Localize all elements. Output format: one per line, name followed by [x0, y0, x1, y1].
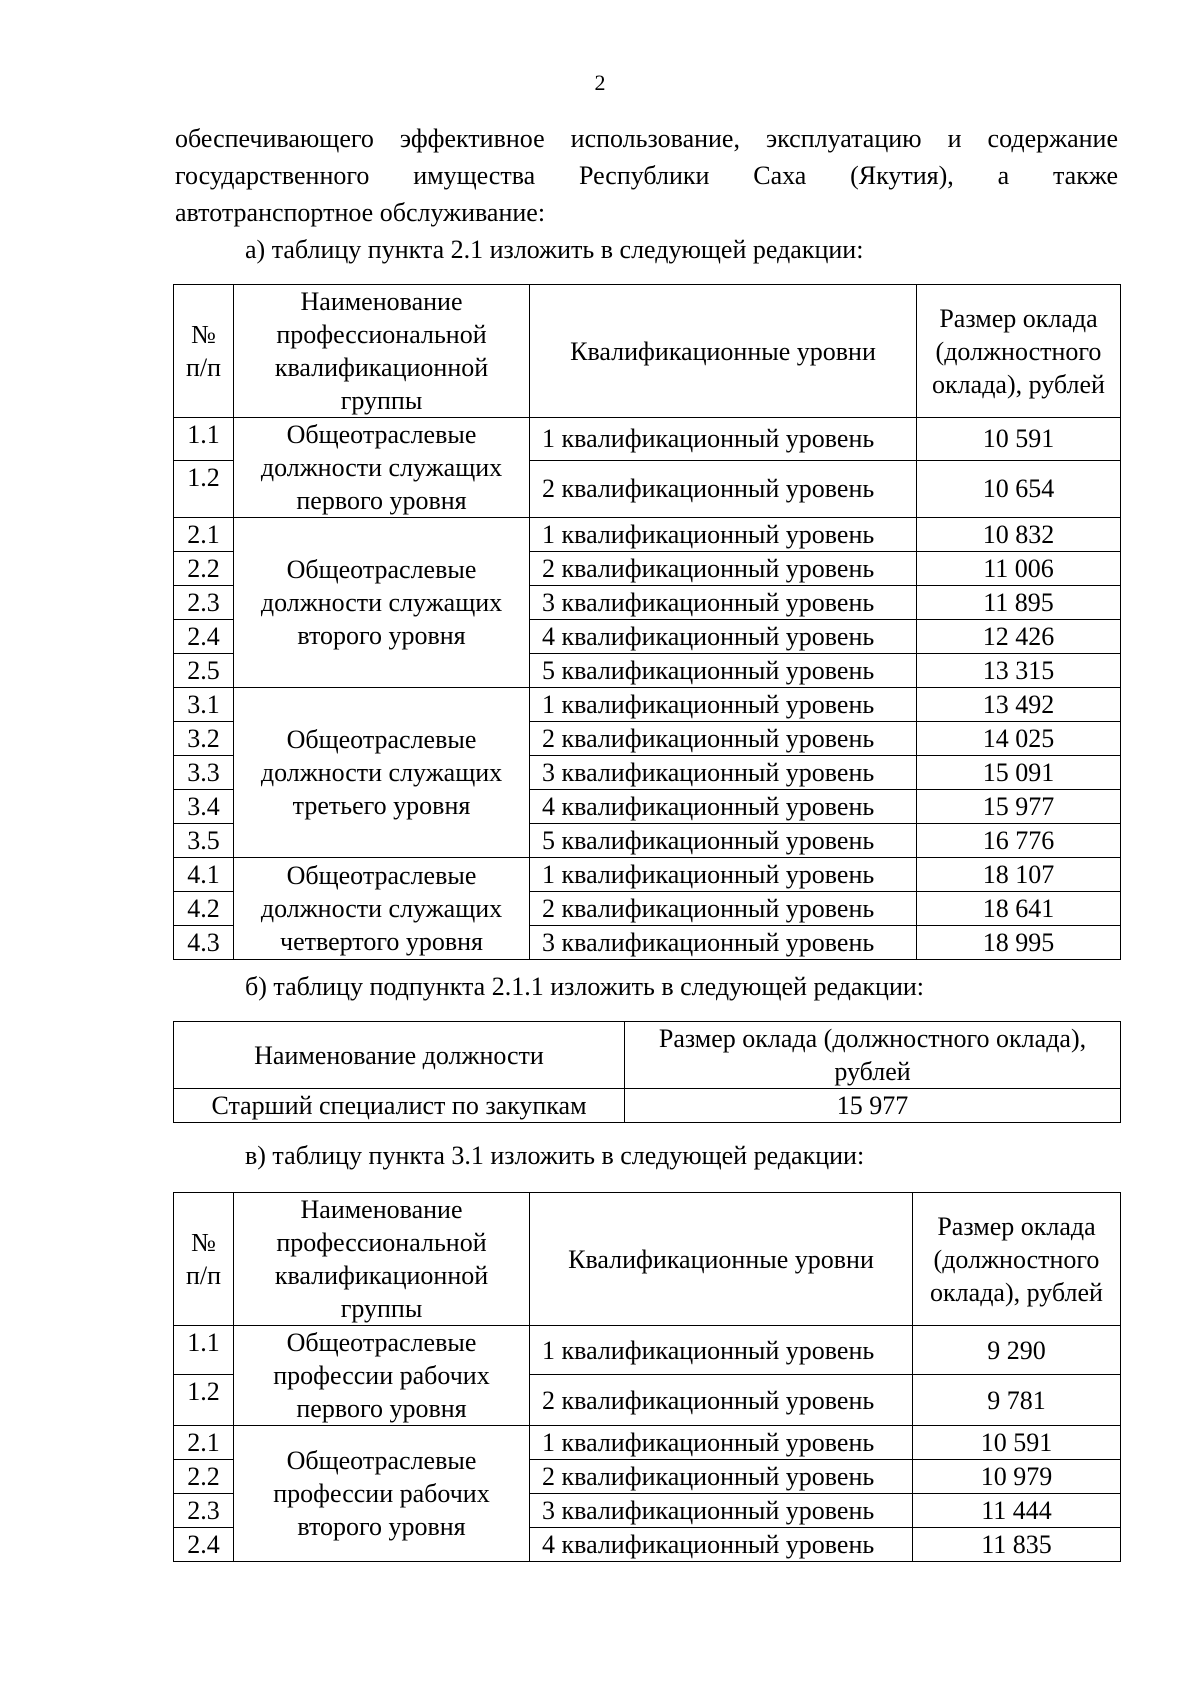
intro-line: обеспечивающего эффективное использование, эксплуатацию и содержание — [175, 124, 1118, 153]
level-cell: 4 квалификационный уровень — [530, 790, 917, 824]
group-name-cell: Общеотраслевые профессии рабочих первого уровня — [234, 1326, 530, 1426]
instruction-a: а) таблицу пункта 2.1 изложить в следующей редакции: — [245, 235, 864, 264]
salary-cell: 9 290 — [913, 1326, 1121, 1375]
table-header-row — [174, 1193, 1121, 1326]
level-cell: 3 квалификационный уровень — [530, 756, 917, 790]
row-number: 4.2 — [174, 892, 234, 926]
level-cell: 2 квалификационный уровень — [530, 722, 917, 756]
salary-cell: 14 025 — [917, 722, 1121, 756]
salary-cell: 15 977 — [625, 1089, 1121, 1123]
salary-cell: 18 641 — [917, 892, 1121, 926]
header-num: № п/п — [174, 1193, 234, 1326]
salary-cell: 11 444 — [913, 1494, 1121, 1528]
row-number: 4.1 — [174, 858, 234, 892]
row-number: 2.2 — [174, 552, 234, 586]
header-levels: Квалификационные уровни — [530, 1193, 913, 1326]
page-number: 2 — [594, 70, 606, 95]
table-row — [174, 1089, 1121, 1123]
salary-cell: 13 315 — [917, 654, 1121, 688]
header-group: Наименование профессиональной квалификационной группы — [234, 285, 530, 418]
row-number: 2.1 — [174, 518, 234, 552]
level-cell: 5 квалификационный уровень — [530, 824, 917, 858]
level-cell: 3 квалификационный уровень — [530, 926, 917, 960]
level-cell: 3 квалификационный уровень — [530, 586, 917, 620]
row-number: 3.4 — [174, 790, 234, 824]
header-position: Наименование должности — [174, 1022, 625, 1089]
row-number: 3.2 — [174, 722, 234, 756]
level-cell: 4 квалификационный уровень — [530, 620, 917, 654]
header-salary: Размер оклада (должностного оклада), рублей — [625, 1022, 1121, 1089]
level-cell: 2 квалификационный уровень — [530, 1375, 913, 1426]
header-group: Наименование профессиональной квалификационной группы — [234, 1193, 530, 1326]
table-header-row — [174, 285, 1121, 418]
row-number: 2.3 — [174, 586, 234, 620]
header-num: № п/п — [174, 285, 234, 418]
group-name-cell: Общеотраслевые должности служащих второго уровня — [234, 518, 530, 688]
row-number: 3.3 — [174, 756, 234, 790]
level-cell: 4 квалификационный уровень — [530, 1528, 913, 1562]
row-number: 3.1 — [174, 688, 234, 722]
level-cell: 1 квалификационный уровень — [530, 1326, 913, 1375]
salary-cell: 11 006 — [917, 552, 1121, 586]
level-cell: 1 квалификационный уровень — [530, 518, 917, 552]
salary-cell: 15 977 — [917, 790, 1121, 824]
salary-cell: 10 979 — [913, 1460, 1121, 1494]
intro-line: автотранспортное обслуживание: — [175, 198, 546, 227]
level-cell: 2 квалификационный уровень — [530, 892, 917, 926]
salary-cell: 18 107 — [917, 858, 1121, 892]
level-cell: 5 квалификационный уровень — [530, 654, 917, 688]
level-cell: 3 квалификационный уровень — [530, 1494, 913, 1528]
salary-cell: 10 832 — [917, 518, 1121, 552]
salary-table-c — [173, 1192, 1121, 1562]
salary-cell: 11 895 — [917, 586, 1121, 620]
table-row — [174, 1326, 1121, 1375]
group-name-cell: Общеотраслевые профессии рабочих второго уровня — [234, 1426, 530, 1562]
row-number: 2.4 — [174, 620, 234, 654]
level-cell: 1 квалификационный уровень — [530, 1426, 913, 1460]
table-row — [174, 1426, 1121, 1460]
row-number: 2.1 — [174, 1426, 234, 1460]
row-number: 2.5 — [174, 654, 234, 688]
position-cell: Старший специалист по закупкам — [174, 1089, 625, 1123]
row-number: 1.2 — [174, 1375, 234, 1426]
level-cell: 2 квалификационный уровень — [530, 1460, 913, 1494]
salary-cell: 10 591 — [913, 1426, 1121, 1460]
header-salary: Размер оклада (должностного оклада), рублей — [913, 1193, 1121, 1326]
salary-cell: 11 835 — [913, 1528, 1121, 1562]
salary-cell: 16 776 — [917, 824, 1121, 858]
level-cell: 2 квалификационный уровень — [530, 460, 917, 517]
row-number: 2.4 — [174, 1528, 234, 1562]
header-levels: Квалификационные уровни — [530, 285, 917, 418]
table-row — [174, 418, 1121, 461]
row-number: 1.1 — [174, 418, 234, 461]
group-name-cell: Общеотраслевые должности служащих третьего уровня — [234, 688, 530, 858]
instruction-c: в) таблицу пункта 3.1 изложить в следующей редакции: — [245, 1141, 865, 1170]
row-number: 4.3 — [174, 926, 234, 960]
row-number: 2.3 — [174, 1494, 234, 1528]
salary-table-a — [173, 284, 1121, 960]
salary-cell: 10 654 — [917, 460, 1121, 517]
salary-cell: 9 781 — [913, 1375, 1121, 1426]
group-name-cell: Общеотраслевые должности служащих первого уровня — [234, 418, 530, 518]
instruction-b: б) таблицу подпункта 2.1.1 изложить в следующей редакции: — [245, 972, 925, 1001]
salary-cell: 18 995 — [917, 926, 1121, 960]
level-cell: 1 квалификационный уровень — [530, 418, 917, 461]
row-number: 1.1 — [174, 1326, 234, 1375]
table-row — [174, 688, 1121, 722]
table-header-row — [174, 1022, 1121, 1089]
salary-table-b — [173, 1021, 1121, 1123]
table-row — [174, 858, 1121, 892]
salary-cell: 13 492 — [917, 688, 1121, 722]
group-name-cell: Общеотраслевые должности служащих четвертого уровня — [234, 858, 530, 960]
salary-cell: 10 591 — [917, 418, 1121, 461]
level-cell: 1 квалификационный уровень — [530, 688, 917, 722]
header-salary: Размер оклада (должностного оклада), рублей — [917, 285, 1121, 418]
salary-cell: 12 426 — [917, 620, 1121, 654]
table-row — [174, 518, 1121, 552]
intro-line: государственного имущества Республики Саха (Якутия), а также — [175, 161, 1118, 190]
row-number: 1.2 — [174, 460, 234, 517]
level-cell: 2 квалификационный уровень — [530, 552, 917, 586]
row-number: 2.2 — [174, 1460, 234, 1494]
level-cell: 1 квалификационный уровень — [530, 858, 917, 892]
row-number: 3.5 — [174, 824, 234, 858]
intro-paragraph — [175, 120, 1118, 231]
salary-cell: 15 091 — [917, 756, 1121, 790]
